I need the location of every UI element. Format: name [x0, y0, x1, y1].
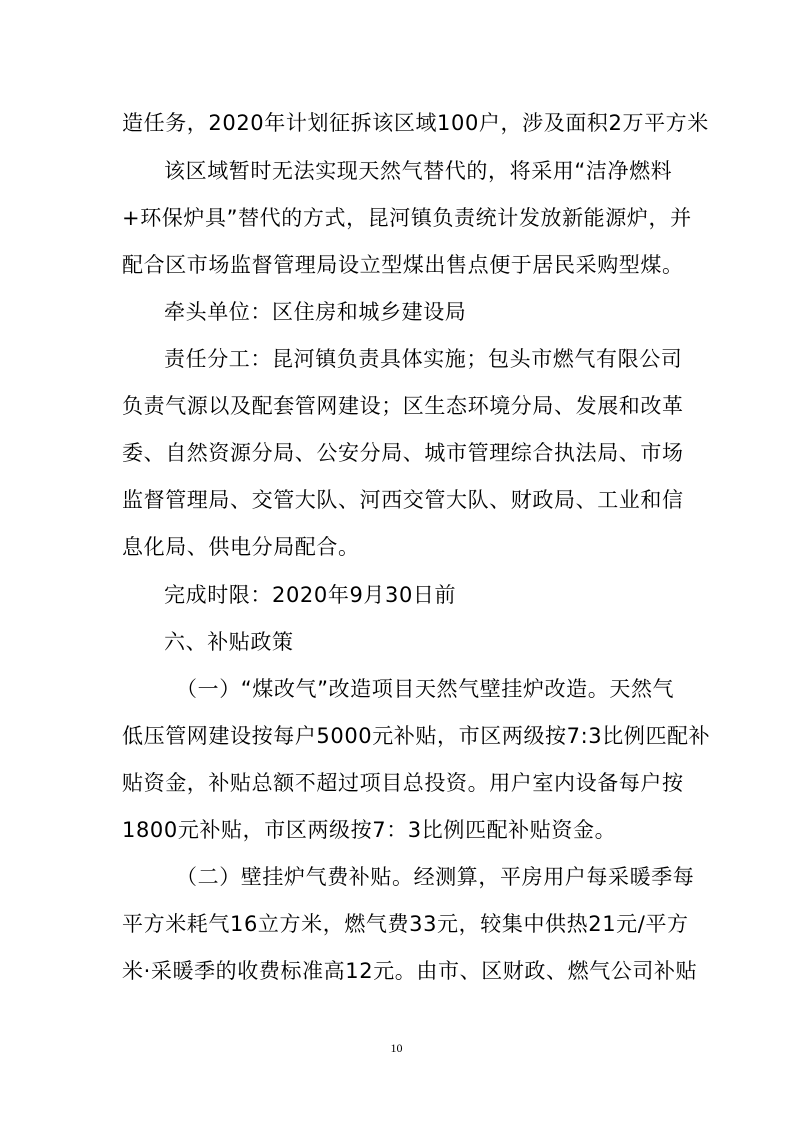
- text-line: 米·采暖季的收费标准高12元。由市、区财政、燃气公司补贴: [122, 959, 698, 983]
- section-heading: 六、补贴政策: [164, 630, 294, 654]
- text-line: 负责气源以及配套管网建设；区生态环境分局、发展和改革: [122, 394, 684, 418]
- text-line: 该区域暂时无法实现天然气替代的，将采用“洁净燃料: [164, 159, 673, 183]
- text-line: 低压管网建设按每户5000元补贴，市区两级按7:3比例匹配补: [122, 724, 711, 748]
- text-line: 委、自然资源分局、公安分局、城市管理综合执法局、市场: [122, 441, 684, 465]
- text-line: 监督管理局、交管大队、河西交管大队、财政局、工业和信: [122, 488, 684, 512]
- text-line: 1800元补贴，市区两级按7：3比例匹配补贴资金。: [122, 818, 617, 842]
- text-line: 平方米耗气16立方米，燃气费33元，较集中供热21元/平方: [122, 912, 689, 936]
- page-number: 10: [390, 1041, 403, 1055]
- text-line: 配合区市场监督管理局设立型煤出售点便于居民采购型煤。: [122, 253, 684, 277]
- text-line: +环保炉具”替代的方式，昆河镇负责统计发放新能源炉，并: [122, 206, 692, 230]
- text-line: 造任务，2020年计划征拆该区域100户，涉及面积2万平方米: [122, 111, 709, 135]
- text-line: 牵头单位：区住房和城乡建设局: [164, 300, 467, 324]
- text-line: 责任分工：昆河镇负责具体实施；包头市燃气有限公司: [164, 347, 683, 371]
- text-line: （二）壁挂炉气费补贴。经测算，平房用户每采暖季每: [176, 865, 695, 889]
- text-line: 完成时限：2020年9月30日前: [164, 583, 457, 607]
- text-line: 息化局、供电分局配合。: [122, 535, 360, 559]
- text-line: （一）“煤改气”改造项目天然气壁挂炉改造。天然气: [176, 677, 675, 701]
- text-line: 贴资金，补贴总额不超过项目总投资。用户室内设备每户按: [122, 771, 684, 795]
